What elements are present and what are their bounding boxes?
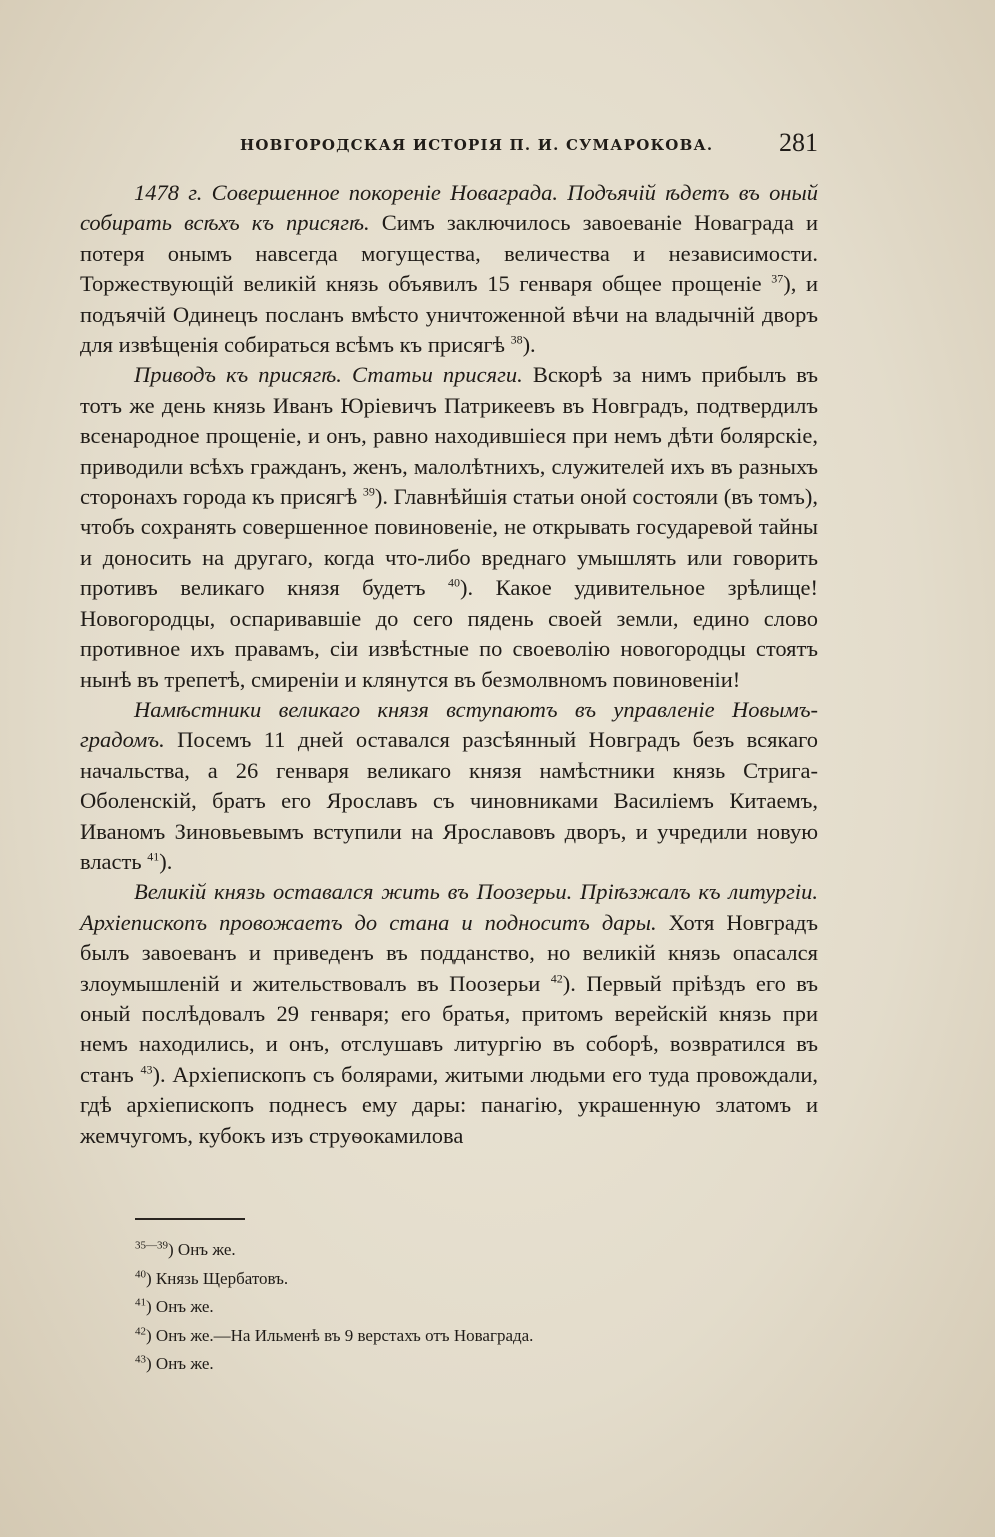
paragraph-1 xyxy=(80,178,818,360)
footnote-mark: 40 xyxy=(135,1267,146,1280)
page-header xyxy=(80,128,818,164)
paragraph-1-text-c: ). xyxy=(522,332,536,358)
paragraph-3-sidehead: Намѣстники великаго князя вступаютъ въ управленіе Новымъградомъ. xyxy=(80,696,818,753)
footnote-text: ) Онъ же. xyxy=(146,1297,214,1317)
paragraph-2-text-b: ). Главнѣйшія статьи оной состояли (въ томъ), чтобъ сохранять совершенное повиновеніе, не открывать государевой тайны и доносить на другаго, когда что-либо вреднаго умышлять или говорить противъ великаго князя будетъ xyxy=(80,484,818,601)
footnote-ref-41: 41 xyxy=(147,849,160,864)
footnote xyxy=(135,1265,795,1294)
footnote xyxy=(135,1293,795,1322)
paragraph-3-text-a: Посемъ 11 дней оставался разсѣянный Новградъ безъ всякаго начальства, а 26 генваря великаго князя намѣстники князь Стрига-Оболенскій, братъ его Ярославъ съ чиновниками Василіемъ Китаемъ, Иваномъ Зиновьевымъ вступили на Ярославовъ дворъ, и учредили новую власть xyxy=(80,727,818,874)
footnote-ref-43: 43 xyxy=(140,1062,153,1077)
footnote-text: ) Князь Щербатовъ. xyxy=(146,1268,289,1288)
footnote-mark: 35—39 xyxy=(135,1239,168,1252)
paragraph-2-text-c: ). Какое удивительное зрѣлище! Новогородцы, оспаривавшіе до сего пядень своей земли, едино слово противное ихъ правамъ, сіи извѣстные по своеволію новогородцы стоятъ нынѣ въ трепетѣ, смиреніи и клянутся въ безмолвномъ повиновеніи! xyxy=(80,575,819,692)
paragraph-3-text-b: ). xyxy=(159,848,173,874)
footnote xyxy=(135,1236,795,1265)
footnote-text: ) Онъ же. xyxy=(146,1354,214,1374)
paragraph-1-text-a: Симъ заключилось завоеваніе Новаграда и потеря онымъ навсегда могущества, величества и независимости. Торжествующій великій князь объявилъ 15 генваря общее прощеніе xyxy=(80,210,818,297)
paragraph-4-sidehead: Великій князь оставался жить въ Поозерьи. Пріѣзжалъ къ литургіи. Архіепископъ провожаетъ до стана и подноситъ дары. xyxy=(80,879,818,935)
body-text xyxy=(80,178,818,1151)
footnotes xyxy=(135,1236,795,1379)
paragraph-4-text-a: Хотя Новградъ былъ завоеванъ и приведенъ въ подданство, но великій князь опасался злоумышленій и жительствовалъ въ Поозерьи xyxy=(80,909,818,996)
footnote-ref-38: 38 xyxy=(510,332,523,347)
footnote-mark: 41 xyxy=(135,1296,146,1309)
paragraph-2-sidehead: Приводъ къ присягѣ. Статьи присяги. xyxy=(134,362,523,388)
footnote-ref-42: 42 xyxy=(550,971,563,986)
footnote xyxy=(135,1322,795,1351)
footnote-ref-40: 40 xyxy=(448,575,461,590)
footnote-ref-39: 39 xyxy=(362,484,375,499)
footnote-ref-37: 37 xyxy=(771,271,784,286)
paragraph-2 xyxy=(80,360,818,694)
paragraph-4-text-c: ). Архіепископъ съ болярами, житыми людьми его туда провождали, гдѣ архіепископъ поднесъ ему дары: панагію, украшенную златомъ и жемчугомъ, кубокъ изъ струѳокамилова xyxy=(80,1061,818,1148)
paragraph-1-sidehead: 1478 г. Совершенное покореніе Новаграда. Подъячій ѣдетъ въ оный собирать всѣхъ къ присягѣ. xyxy=(80,180,818,236)
paragraph-4-text-b: ). Первый пріѣздъ его въ оный послѣдовалъ 29 генваря; его братья, притомъ верейскій князь при немъ находились, и онъ, отслушавъ литургію въ соборѣ, возвратился въ станъ xyxy=(80,970,819,1087)
running-head: НОВГОРОДСКАЯ ИСТОРІЯ П. И. СУМАРОКОВА. xyxy=(240,136,714,154)
paragraph-1-text-b: ), и подъячій Одинецъ посланъ вмѣсто уничтоженной вѣчи на владычній дворъ для извѣщенія собираться всѣмъ къ присягѣ xyxy=(80,271,818,358)
page-number: 281 xyxy=(779,128,818,157)
footnote-text: ) Онъ же.—На Ильменѣ въ 9 верстахъ отъ Новаграда. xyxy=(146,1325,534,1345)
footnote xyxy=(135,1350,795,1379)
footnote-mark: 43 xyxy=(135,1353,146,1366)
paragraph-4 xyxy=(80,877,818,1151)
footnote-separator xyxy=(135,1218,245,1220)
footnote-text: ) Онъ же. xyxy=(168,1240,236,1259)
footnote-mark: 42 xyxy=(135,1325,146,1338)
paragraph-3 xyxy=(80,695,818,877)
paragraph-2-text-a: Вскорѣ за нимъ прибылъ въ тотъ же день князь Иванъ Юріевичъ Патрикеевъ въ Новградъ, подтвердилъ всенародное прощеніе, и онъ, равно находившіеся при немъ дѣти болярскіе, приводили всѣхъ гражданъ, женъ, малолѣтнихъ, служителей ихъ въ разныхъ сторонахъ города къ присягѣ xyxy=(80,362,818,510)
